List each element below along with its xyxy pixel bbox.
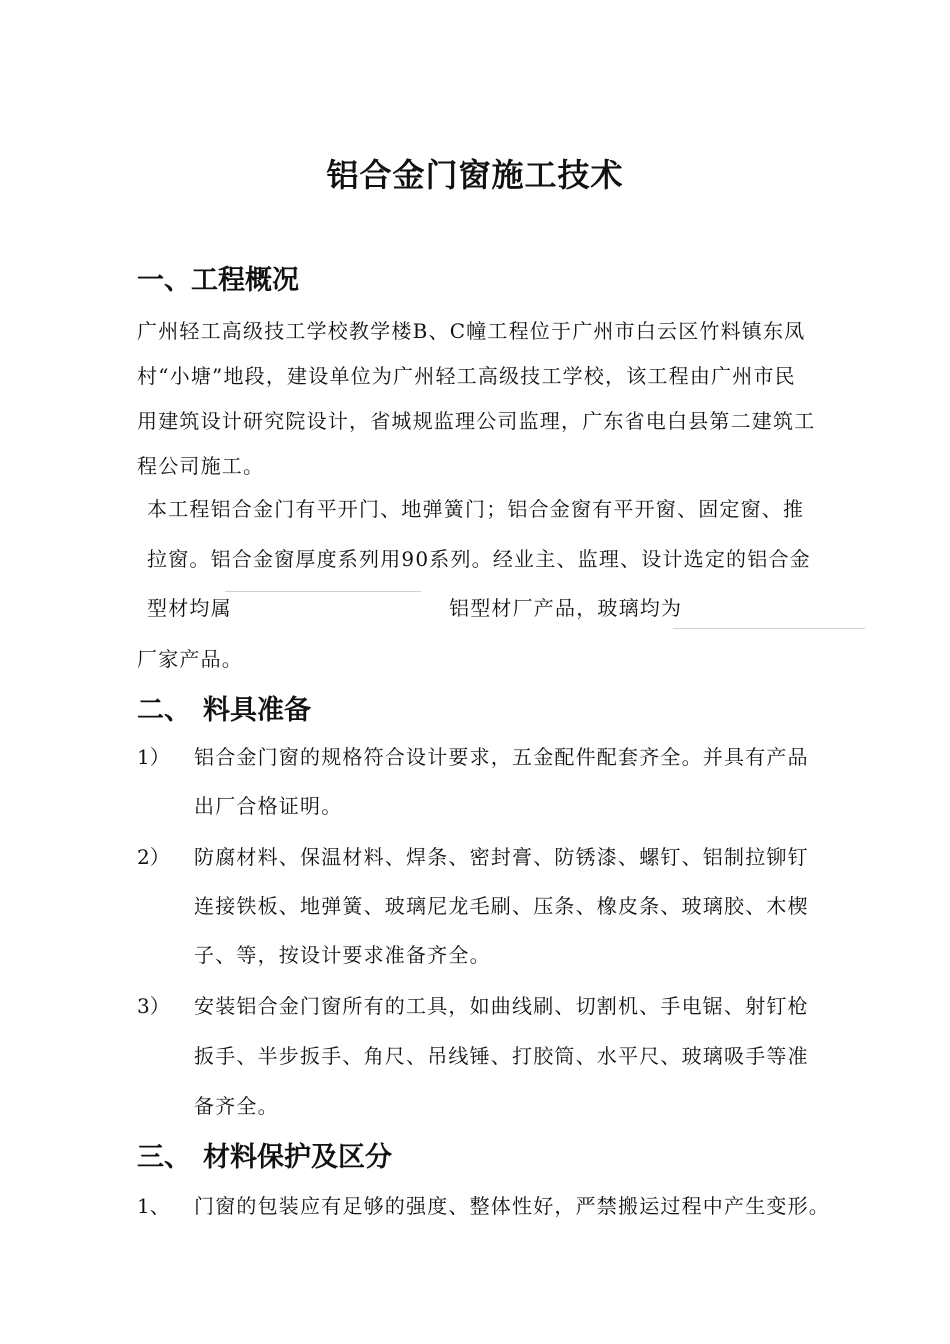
paragraph-line: 本工程铝合金门有平开门、地弹簧门；铝合金窗有平开窗、固定窗、推 <box>147 497 805 521</box>
list-item-number: 1） <box>137 745 170 769</box>
list-item-number: 1、 <box>137 1194 170 1218</box>
paragraph-line: 型材均属 <box>147 596 232 620</box>
section-title: 工程概况 <box>191 265 299 296</box>
section-title: 料具准备 <box>203 695 311 726</box>
paragraph-line: 村“小塘”地段，建设单位为广州轻工高级技工学校，该工程由广州市民 <box>137 364 796 388</box>
list-item-line: 子、等，按设计要求准备齐全。 <box>194 943 491 967</box>
blank-underline <box>225 591 421 592</box>
list-item-line: 连接铁板、地弹簧、玻璃尼龙毛刷、压条、橡皮条、玻璃胶、木楔 <box>194 894 809 918</box>
paragraph-line: 程公司施工。 <box>137 454 265 478</box>
paragraph-line: 广州轻工高级技工学校教学楼B、C幢工程位于广州市白云区竹料镇东凤 <box>137 319 806 343</box>
document-title: 铝合金门窗施工技术 <box>326 156 624 194</box>
list-item-line: 门窗的包装应有足够的强度、整体性好，严禁搬运过程中产生变形。 <box>194 1194 830 1218</box>
section-number: 二、 <box>137 695 191 726</box>
list-item-line: 安装铝合金门窗所有的工具，如曲线刷、切割机、手电锯、射钉枪 <box>194 994 809 1018</box>
section-number: 一、 <box>137 265 191 296</box>
section-heading-3 <box>137 1135 392 1174</box>
section-title: 材料保护及区分 <box>203 1142 392 1173</box>
list-item-line: 出厂合格证明。 <box>194 794 343 818</box>
section-heading-2 <box>137 688 311 727</box>
list-item-number: 3） <box>137 994 170 1018</box>
paragraph-line: 用建筑设计研究院设计，省城规监理公司监理，广东省电白县第二建筑工 <box>137 409 816 433</box>
blank-underline <box>673 628 865 629</box>
list-item-line: 铝合金门窗的规格符合设计要求，五金配件配套齐全。并具有产品 <box>194 745 809 769</box>
list-item-line: 扳手、半步扳手、角尺、吊线锤、打胶筒、水平尺、玻璃吸手等准 <box>194 1044 809 1068</box>
paragraph-line: 厂家产品。 <box>137 647 243 671</box>
section-number: 三、 <box>137 1142 191 1173</box>
list-item-line: 备齐全。 <box>194 1094 279 1118</box>
paragraph-line: 拉窗。铝合金窗厚度系列用90系列。经业主、监理、设计选定的铝合金 <box>147 547 811 571</box>
paragraph-line: 铝型材厂产品，玻璃均为 <box>449 596 683 620</box>
list-item-number: 2） <box>137 845 170 869</box>
list-item-line: 防腐材料、保温材料、焊条、密封膏、防锈漆、螺钉、铝制拉铆钉 <box>194 845 809 869</box>
section-heading-1 <box>137 258 299 297</box>
